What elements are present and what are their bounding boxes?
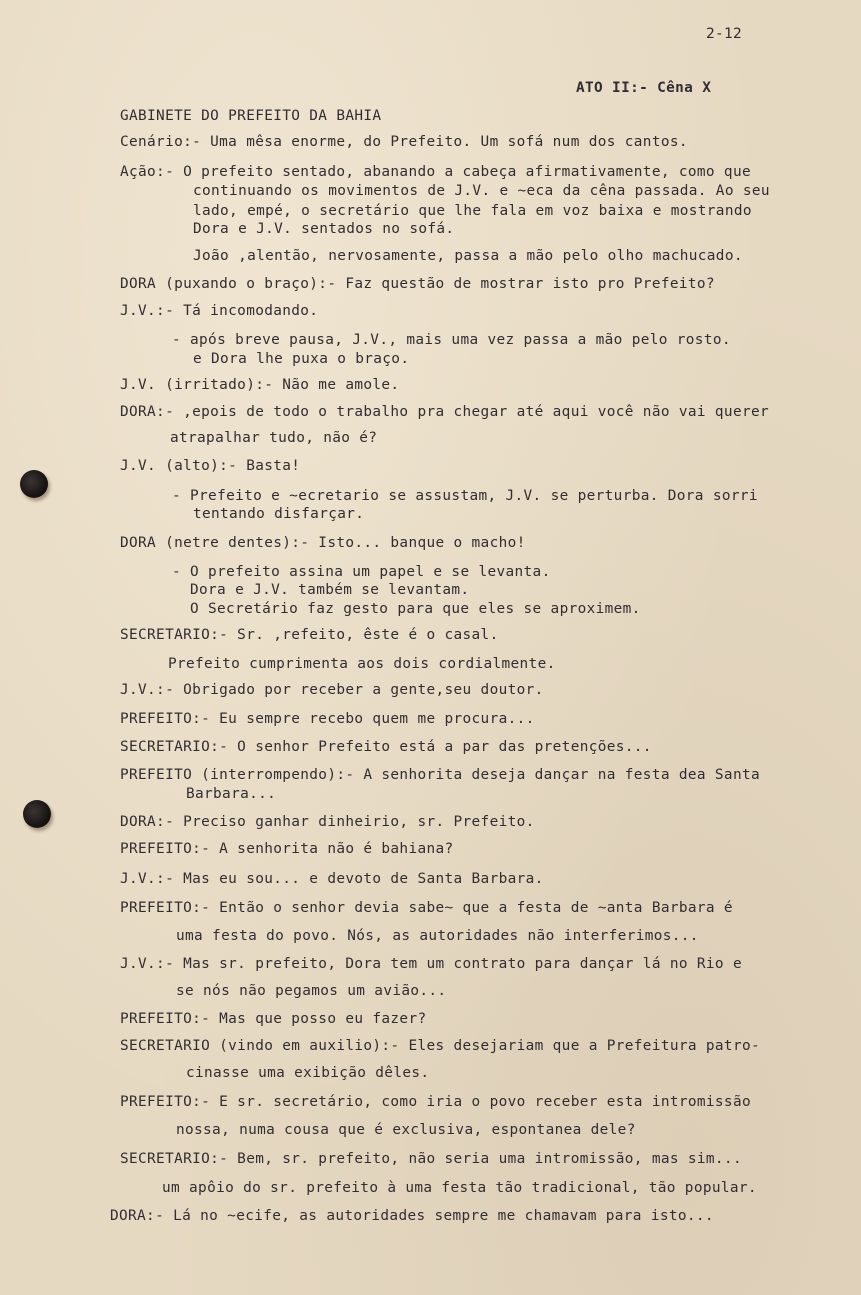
script-line: J.V.:- Mas eu sou... e devoto de Santa Barbara. <box>120 871 544 887</box>
script-line: Prefeito cumprimenta aos dois cordialmente. <box>168 656 556 672</box>
page-number: 2-12 <box>706 26 743 42</box>
script-line: DORA (puxando o braço):- Faz questão de mostrar isto pro Prefeito? <box>120 276 715 292</box>
script-line: atrapalhar tudo, não é? <box>170 430 378 446</box>
script-line: J.V.:- Obrigado por receber a gente,seu doutor. <box>120 682 544 698</box>
script-line: SECRETARIO:- O senhor Prefeito está a par das pretenções... <box>120 739 652 755</box>
script-line: - após breve pausa, J.V., mais uma vez passa a mão pelo rosto. <box>172 332 731 348</box>
binder-hole-bottom <box>23 800 51 828</box>
script-line: Dora e J.V. também se levantam. <box>190 582 470 598</box>
script-line: - Prefeito e ~ecretario se assustam, J.V. se perturba. Dora sorri <box>172 488 758 504</box>
scene-heading: GABINETE DO PREFEITO DA BAHIA <box>120 108 382 124</box>
script-line: SECRETARIO:- Sr. ,refeito, êste é o casal. <box>120 627 499 643</box>
script-line: PREFEITO:- A senhorita não é bahiana? <box>120 841 454 857</box>
script-line: Barbara... <box>186 786 277 802</box>
script-line: continuando os movimentos de J.V. e ~eca da cêna passada. Ao seu <box>193 183 770 199</box>
script-line: DORA:- Preciso ganhar dinheirio, sr. Prefeito. <box>120 814 535 830</box>
script-line: tentando disfarçar. <box>193 506 365 522</box>
script-line: DORA:- ,epois de todo o trabalho pra chegar até aqui você não vai querer <box>120 404 769 420</box>
script-line: PREFEITO:- Então o senhor devia sabe~ que a festa de ~anta Barbara é <box>120 900 733 916</box>
script-line: lado, empé, o secretário que lhe fala em voz baixa e mostrando <box>193 203 752 219</box>
script-line: se nós não pegamos um avião... <box>176 983 447 999</box>
script-line: PREFEITO (interrompendo):- A senhorita deseja dançar na festa dea Santa <box>120 767 760 783</box>
script-line: SECRETARIO (vindo em auxilio):- Eles desejariam que a Prefeitura patro- <box>120 1038 760 1054</box>
script-line: Cenário:- Uma mêsa enorme, do Prefeito. Um sofá num dos cantos. <box>120 134 688 150</box>
script-line: J.V. (alto):- Basta! <box>120 458 301 474</box>
script-line: J.V.:- Mas sr. prefeito, Dora tem um contrato para dançar lá no Rio e <box>120 956 742 972</box>
script-line: Dora e J.V. sentados no sofá. <box>193 221 455 237</box>
script-line: J.V. (irritado):- Não me amole. <box>120 377 400 393</box>
binder-hole-top <box>20 470 48 498</box>
script-line: um apôio do sr. prefeito à uma festa tão tradicional, tão popular. <box>162 1180 757 1196</box>
script-line: João ,alentão, nervosamente, passa a mão pelo olho machucado. <box>193 248 743 264</box>
script-line: J.V.:- Tá incomodando. <box>120 303 319 319</box>
script-line: PREFEITO:- E sr. secretário, como iria o povo receber esta intromissão <box>120 1094 751 1110</box>
script-line: PREFEITO:- Eu sempre recebo quem me procura... <box>120 711 535 727</box>
script-line: SECRETARIO:- Bem, sr. prefeito, não seria uma intromissão, mas sim... <box>120 1151 742 1167</box>
script-line: PREFEITO:- Mas que posso eu fazer? <box>120 1011 427 1027</box>
script-line: O Secretário faz gesto para que eles se aproximem. <box>190 601 641 617</box>
script-line: cinasse uma exibição dêles. <box>186 1065 430 1081</box>
script-line: uma festa do povo. Nós, as autoridades não interferimos... <box>176 928 699 944</box>
script-line: DORA (netre dentes):- Isto... banque o macho! <box>120 535 526 551</box>
script-line: e Dora lhe puxa o braço. <box>193 351 410 367</box>
script-line: DORA:- Lá no ~ecife, as autoridades sempre me chamavam para isto... <box>110 1208 714 1224</box>
act-scene-label: ATO II:- Cêna X <box>576 80 712 96</box>
script-line: - O prefeito assina um papel e se levanta. <box>172 564 551 580</box>
script-line: Ação:- O prefeito sentado, abanando a cabeça afirmativamente, como que <box>120 164 751 180</box>
script-line: nossa, numa cousa que é exclusiva, espontanea dele? <box>176 1122 636 1138</box>
